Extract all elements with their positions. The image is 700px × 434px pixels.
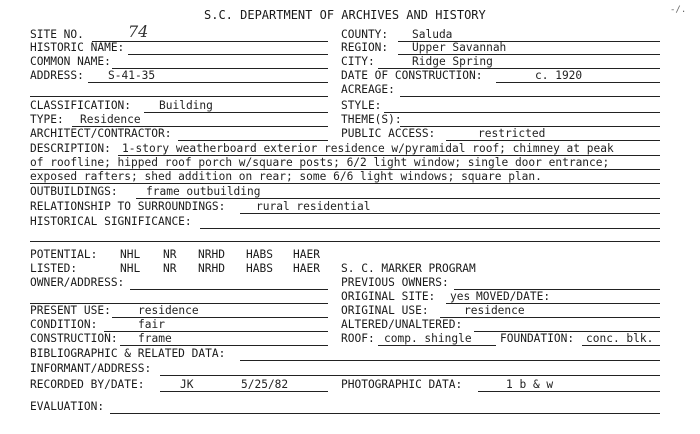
- corner-mark: -/.: [670, 5, 687, 15]
- evaluation-line: [110, 413, 660, 414]
- listed-habs: HABS: [246, 262, 273, 275]
- roof-line: [378, 345, 496, 346]
- region-label: REGION:: [341, 41, 389, 54]
- foundation-label: FOUNDATION:: [500, 332, 575, 345]
- roof-value: comp. shingle: [384, 332, 472, 345]
- original-use-label: ORIGINAL USE:: [341, 304, 429, 317]
- outbuildings-line: [136, 198, 660, 199]
- recorded-by-value: JK: [180, 378, 194, 391]
- recorded-by-line: [160, 391, 328, 392]
- potential-nr: NR: [163, 248, 177, 261]
- historical-significance-line: [200, 228, 660, 229]
- date-of-construction-line: [496, 82, 660, 83]
- potential-haer: HAER: [293, 248, 320, 261]
- section-divider-1: [30, 96, 328, 97]
- address-line: [88, 82, 328, 83]
- marker-program-label: S. C. MARKER PROGRAM: [341, 262, 476, 275]
- description-label: DESCRIPTION:: [30, 142, 111, 155]
- acreage-line: [400, 96, 660, 97]
- owner-address-label: OWNER/ADDRESS:: [30, 276, 125, 289]
- county-label: COUNTY:: [341, 28, 389, 41]
- public-access-line: [446, 140, 660, 141]
- city-label: CITY:: [341, 55, 375, 68]
- classification-line: [144, 112, 328, 113]
- condition-value: fair: [138, 318, 165, 331]
- public-access-value: restricted: [478, 127, 546, 140]
- moved-date-label: MOVED/DATE:: [476, 290, 551, 303]
- theme-label: THEME(S):: [341, 113, 402, 126]
- description-line-1: 1-story weatherboard exterior residence w/pyramidal roof; chimney at peak: [122, 142, 614, 155]
- region-value: Upper Savannah: [412, 41, 507, 54]
- listed-nrhd: NRHD: [198, 262, 225, 275]
- date-of-construction-label: DATE OF CONSTRUCTION:: [341, 69, 483, 82]
- potential-habs: HABS: [246, 248, 273, 261]
- common-name-label: COMMON NAME:: [30, 55, 111, 68]
- acreage-label: ACREAGE:: [341, 83, 395, 96]
- recorded-by-label: RECORDED BY/DATE:: [30, 378, 145, 391]
- evaluation-label: EVALUATION:: [30, 400, 105, 413]
- photographic-data-value: 1 b & w: [506, 378, 554, 391]
- bibliographic-label: BIBLIOGRAPHIC & RELATED DATA:: [30, 347, 226, 360]
- potential-label: POTENTIAL:: [30, 248, 98, 261]
- present-use-value: residence: [138, 304, 199, 317]
- potential-nhl: NHL: [120, 248, 141, 261]
- original-site-label: ORIGINAL SITE:: [341, 290, 436, 303]
- site-no-label: SITE NO.: [30, 28, 84, 41]
- site-no-line: [92, 41, 328, 42]
- relationship-line: [240, 213, 660, 214]
- listed-label: LISTED:: [30, 262, 78, 275]
- architect-label: ARCHITECT/CONTRACTOR:: [30, 127, 172, 140]
- county-value: Saluda: [412, 28, 453, 41]
- construction-value: frame: [138, 332, 172, 345]
- original-site-value: yes: [450, 290, 471, 303]
- outbuildings-label: OUTBUILDINGS:: [30, 185, 118, 198]
- historic-name-line: [128, 54, 328, 55]
- relationship-label: RELATIONSHIP TO SURROUNDINGS:: [30, 200, 226, 213]
- date-of-construction-value: c. 1920: [535, 69, 583, 82]
- outbuildings-value: frame outbuilding: [146, 185, 261, 198]
- classification-value: Building: [159, 99, 213, 112]
- architect-line: [178, 140, 328, 141]
- foundation-value: conc. blk.: [586, 332, 654, 345]
- description-line-3: exposed rafters; shed addition on rear; some 6/6 light windows; square plan.: [30, 170, 542, 183]
- address-value: S-41-35: [108, 69, 156, 82]
- type-label: TYPE:: [30, 113, 64, 126]
- present-use-label: PRESENT USE:: [30, 304, 111, 317]
- style-label: STYLE:: [341, 99, 382, 112]
- listed-nr: NR: [163, 262, 177, 275]
- informant-line: [160, 375, 660, 376]
- condition-label: CONDITION:: [30, 318, 98, 331]
- construction-line: [120, 345, 328, 346]
- relationship-value: rural residential: [256, 200, 371, 213]
- original-use-value: residence: [464, 304, 525, 317]
- roof-label: ROOF:: [341, 332, 375, 345]
- historic-name-label: HISTORIC NAME:: [30, 41, 125, 54]
- form-title: S.C. DEPARTMENT OF ARCHIVES AND HISTORY: [204, 8, 486, 22]
- historical-significance-label: HISTORICAL SIGNIFICANCE:: [30, 215, 192, 228]
- site-no-value: 74: [128, 22, 149, 41]
- historical-significance-line-2: [30, 241, 660, 242]
- description-line-2: of roofline; hipped roof porch w/square posts; 6/2 light window; single door entrance;: [30, 156, 610, 169]
- original-use-line: [440, 317, 660, 318]
- potential-nrhd: NRHD: [198, 248, 225, 261]
- listed-nhl: NHL: [120, 262, 141, 275]
- address-label: ADDRESS:: [30, 69, 84, 82]
- photographic-data-label: PHOTOGRAPHIC DATA:: [341, 378, 463, 391]
- description-rule-3: [30, 183, 660, 184]
- altered-label: ALTERED/UNALTERED:: [341, 318, 463, 331]
- owner-address-line: [130, 289, 328, 290]
- construction-label: CONSTRUCTION:: [30, 332, 118, 345]
- type-value: Residence: [80, 113, 141, 126]
- city-value: Ridge Spring: [412, 55, 493, 68]
- classification-label: CLASSIFICATION:: [30, 99, 132, 112]
- informant-label: INFORMANT/ADDRESS:: [30, 362, 152, 375]
- bibliographic-line: [240, 360, 660, 361]
- listed-haer: HAER: [293, 262, 320, 275]
- public-access-label: PUBLIC ACCESS:: [341, 127, 436, 140]
- photographic-data-line: [478, 391, 660, 392]
- style-line: [384, 112, 660, 113]
- foundation-line: [582, 345, 660, 346]
- previous-owners-label: PREVIOUS OWNERS:: [341, 276, 449, 289]
- recorded-date-value: 5/25/82: [241, 378, 289, 391]
